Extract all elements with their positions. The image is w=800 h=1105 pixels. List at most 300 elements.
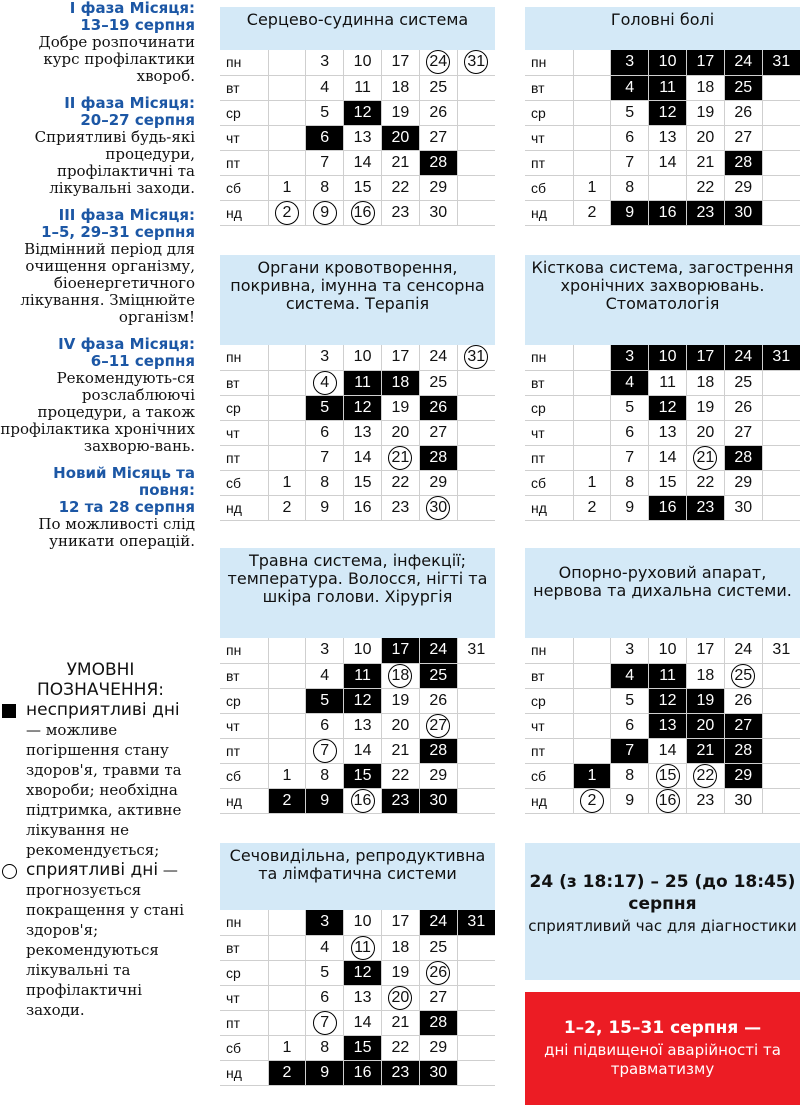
unfavorable-day-cell: 31 bbox=[762, 345, 800, 370]
calendar-row bbox=[220, 495, 495, 520]
calendar-row bbox=[220, 420, 495, 445]
favorable-day-cell bbox=[268, 200, 306, 225]
day-cell: 18 bbox=[686, 663, 724, 688]
empty-cell bbox=[268, 688, 306, 713]
day-cell: 15 bbox=[344, 470, 382, 495]
unfavorable-day-cell: 23 bbox=[381, 788, 419, 813]
unfavorable-day-cell: 4 bbox=[611, 75, 649, 100]
empty-cell bbox=[762, 445, 800, 470]
weekday-label: сб bbox=[220, 470, 268, 495]
day-cell: 17 bbox=[381, 345, 419, 370]
day-cell: 19 bbox=[381, 688, 419, 713]
weekday-label: ср bbox=[525, 395, 573, 420]
calendar-row bbox=[525, 345, 800, 370]
calendar-row bbox=[220, 175, 495, 200]
unfavorable-day-cell: 13 bbox=[649, 713, 687, 738]
unfavorable-day-cell: 19 bbox=[686, 688, 724, 713]
day-cell: 21 bbox=[381, 150, 419, 175]
unfavorable-day-cell: 28 bbox=[724, 738, 762, 763]
phase-title: IV фаза Місяця: bbox=[58, 335, 195, 353]
day-cell: 4 bbox=[306, 935, 344, 960]
weekday-label: нд bbox=[220, 1060, 268, 1085]
day-circle: 24 bbox=[426, 50, 450, 74]
weekday-label: сб bbox=[525, 470, 573, 495]
empty-cell bbox=[762, 150, 800, 175]
empty-cell bbox=[457, 1060, 495, 1085]
unfavorable-day-cell: 23 bbox=[686, 200, 724, 225]
day-cell: 13 bbox=[344, 985, 382, 1010]
panel-title: Кісткова система, загострення хронічних захворювань. Стоматологія bbox=[525, 255, 800, 345]
phase-3 bbox=[0, 207, 195, 326]
phase-text: Рекомендують-ся розслаблюючі процедури, а також профілактика хронічних захворю-вань. bbox=[0, 369, 195, 455]
empty-cell bbox=[457, 75, 495, 100]
legend-title: УМОВНІ ПОЗНАЧЕННЯ: bbox=[37, 660, 164, 700]
phase-dates: 6–11 серпня bbox=[90, 352, 195, 370]
favorable-day-cell bbox=[344, 935, 382, 960]
day-cell: 22 bbox=[381, 1035, 419, 1060]
favorable-day-cell bbox=[306, 738, 344, 763]
empty-cell bbox=[457, 663, 495, 688]
empty-cell bbox=[573, 663, 611, 688]
weekday-label: пт bbox=[525, 738, 573, 763]
empty-cell bbox=[573, 50, 611, 75]
day-cell: 5 bbox=[611, 100, 649, 125]
weekday-label: сб bbox=[525, 763, 573, 788]
day-cell: 22 bbox=[686, 175, 724, 200]
legend-unfavorable-term: несприятливі дні bbox=[26, 700, 180, 720]
day-circle: 16 bbox=[656, 789, 680, 813]
calendar-row bbox=[525, 75, 800, 100]
empty-cell bbox=[573, 75, 611, 100]
day-cell: 26 bbox=[419, 100, 457, 125]
weekday-label: ср bbox=[220, 100, 268, 125]
day-cell: 2 bbox=[573, 495, 611, 520]
phase-2 bbox=[0, 95, 195, 197]
unfavorable-day-cell: 28 bbox=[724, 445, 762, 470]
weekday-label: нд bbox=[220, 200, 268, 225]
day-cell: 17 bbox=[381, 50, 419, 75]
day-cell: 27 bbox=[419, 125, 457, 150]
day-circle: 16 bbox=[351, 201, 375, 225]
calendar-row bbox=[220, 688, 495, 713]
day-circle: 31 bbox=[464, 50, 488, 74]
panel-title: Серцево-судинна система bbox=[220, 7, 495, 50]
calendar-row bbox=[525, 125, 800, 150]
unfavorable-day-cell: 20 bbox=[686, 713, 724, 738]
weekday-label: чт bbox=[525, 420, 573, 445]
weekday-label: пт bbox=[220, 1010, 268, 1035]
empty-cell bbox=[573, 345, 611, 370]
empty-cell bbox=[573, 395, 611, 420]
day-cell: 24 bbox=[419, 345, 457, 370]
day-cell: 11 bbox=[344, 75, 382, 100]
unfavorable-day-cell: 2 bbox=[268, 1060, 306, 1085]
day-cell: 14 bbox=[649, 445, 687, 470]
day-cell: 26 bbox=[724, 395, 762, 420]
day-cell: 23 bbox=[381, 200, 419, 225]
empty-cell bbox=[762, 125, 800, 150]
calendar-row bbox=[525, 470, 800, 495]
calendar-row bbox=[525, 370, 800, 395]
calendar-row bbox=[525, 150, 800, 175]
empty-cell bbox=[268, 713, 306, 738]
phase-title: I фаза Місяця: bbox=[69, 0, 195, 17]
calendar-row bbox=[525, 420, 800, 445]
favorable-day-cell bbox=[686, 763, 724, 788]
day-cell: 18 bbox=[686, 370, 724, 395]
unfavorable-day-cell: 9 bbox=[306, 1060, 344, 1085]
day-cell: 19 bbox=[686, 100, 724, 125]
day-cell: 6 bbox=[306, 985, 344, 1010]
unfavorable-day-cell: 24 bbox=[724, 50, 762, 75]
day-cell: 8 bbox=[306, 470, 344, 495]
calendar-grid bbox=[220, 638, 495, 814]
weekday-label: чт bbox=[220, 985, 268, 1010]
day-cell: 14 bbox=[344, 445, 382, 470]
unfavorable-day-cell: 24 bbox=[724, 345, 762, 370]
day-circle: 4 bbox=[313, 371, 337, 395]
weekday-label: чт bbox=[220, 420, 268, 445]
weekday-label: вт bbox=[220, 663, 268, 688]
unfavorable-day-cell: 5 bbox=[306, 395, 344, 420]
empty-cell bbox=[457, 495, 495, 520]
weekday-label: пн bbox=[525, 638, 573, 663]
day-cell: 19 bbox=[381, 100, 419, 125]
empty-cell bbox=[762, 738, 800, 763]
day-cell: 1 bbox=[268, 470, 306, 495]
weekday-label: вт bbox=[525, 663, 573, 688]
weekday-label: сб bbox=[220, 175, 268, 200]
unfavorable-day-cell: 12 bbox=[344, 960, 382, 985]
favorable-day-cell bbox=[419, 495, 457, 520]
weekday-label: сб bbox=[525, 175, 573, 200]
day-cell: 25 bbox=[419, 75, 457, 100]
accident-alert-box bbox=[525, 992, 800, 1105]
empty-cell bbox=[762, 713, 800, 738]
day-cell: 5 bbox=[306, 100, 344, 125]
empty-cell bbox=[457, 175, 495, 200]
calendar-row bbox=[220, 370, 495, 395]
day-cell: 6 bbox=[306, 420, 344, 445]
calendar-row bbox=[525, 738, 800, 763]
day-cell: 6 bbox=[611, 420, 649, 445]
unfavorable-day-cell: 17 bbox=[686, 50, 724, 75]
phase-text: Сприятливі будь-які процедури, профілактичні та лікувальні заходи. bbox=[34, 128, 195, 197]
calendar-row bbox=[220, 663, 495, 688]
day-cell: 10 bbox=[649, 638, 687, 663]
empty-cell bbox=[268, 985, 306, 1010]
unfavorable-day-cell: 12 bbox=[344, 688, 382, 713]
favorable-day-cell bbox=[381, 985, 419, 1010]
day-cell: 1 bbox=[573, 175, 611, 200]
day-circle: 20 bbox=[388, 986, 412, 1010]
day-cell: 11 bbox=[649, 370, 687, 395]
favorable-day-cell bbox=[573, 788, 611, 813]
unfavorable-day-cell: 20 bbox=[381, 125, 419, 150]
unfavorable-day-cell: 30 bbox=[419, 1060, 457, 1085]
weekday-label: пт bbox=[220, 445, 268, 470]
unfavorable-day-cell: 30 bbox=[724, 200, 762, 225]
day-cell: 14 bbox=[344, 1010, 382, 1035]
unfavorable-day-cell: 28 bbox=[724, 150, 762, 175]
panel-title: Опорно-руховий апарат, нервова та дихальна системи. bbox=[525, 548, 800, 638]
calendar-row bbox=[525, 788, 800, 813]
empty-cell bbox=[268, 960, 306, 985]
day-cell: 1 bbox=[573, 470, 611, 495]
calendar-row bbox=[220, 75, 495, 100]
calendar-panel-musculoskeletal bbox=[525, 548, 800, 814]
unfavorable-day-cell: 27 bbox=[724, 713, 762, 738]
calendar-row bbox=[220, 50, 495, 75]
phase-4 bbox=[0, 336, 195, 455]
day-cell: 22 bbox=[381, 763, 419, 788]
weekday-label: ср bbox=[220, 960, 268, 985]
empty-cell bbox=[457, 395, 495, 420]
favorable-day-cell bbox=[649, 788, 687, 813]
empty-cell bbox=[457, 985, 495, 1010]
unfavorable-day-cell: 12 bbox=[649, 100, 687, 125]
weekday-label: чт bbox=[525, 125, 573, 150]
unfavorable-day-cell: 26 bbox=[419, 395, 457, 420]
phase-dates: 1–5, 29–31 серпня bbox=[41, 223, 195, 241]
day-cell: 25 bbox=[419, 370, 457, 395]
day-cell: 10 bbox=[344, 910, 382, 935]
weekday-label: пн bbox=[220, 910, 268, 935]
day-cell: 23 bbox=[686, 788, 724, 813]
unfavorable-day-cell: 17 bbox=[686, 345, 724, 370]
day-circle: 2 bbox=[580, 789, 604, 813]
empty-cell bbox=[268, 638, 306, 663]
unfavorable-day-cell: 25 bbox=[724, 75, 762, 100]
unfavorable-day-cell: 1 bbox=[573, 763, 611, 788]
calendar-panel-hematopoiesis bbox=[220, 255, 495, 521]
day-cell: 29 bbox=[419, 175, 457, 200]
day-cell: 25 bbox=[724, 370, 762, 395]
day-cell: 8 bbox=[306, 763, 344, 788]
day-circle: 16 bbox=[351, 789, 375, 813]
day-cell: 22 bbox=[381, 470, 419, 495]
empty-cell bbox=[762, 395, 800, 420]
weekday-label: чт bbox=[220, 713, 268, 738]
day-cell: 17 bbox=[686, 638, 724, 663]
day-cell: 29 bbox=[419, 763, 457, 788]
calendar-row bbox=[220, 395, 495, 420]
day-circle: 2 bbox=[275, 201, 299, 225]
day-cell: 7 bbox=[611, 445, 649, 470]
unfavorable-day-cell: 28 bbox=[419, 1010, 457, 1035]
day-cell: 20 bbox=[381, 713, 419, 738]
favorable-day-cell bbox=[419, 960, 457, 985]
day-cell: 21 bbox=[686, 150, 724, 175]
day-cell: 19 bbox=[686, 395, 724, 420]
unfavorable-day-cell: 25 bbox=[419, 663, 457, 688]
day-circle: 31 bbox=[464, 345, 488, 369]
day-cell: 22 bbox=[686, 470, 724, 495]
weekday-label: чт bbox=[220, 125, 268, 150]
weekday-label: чт bbox=[525, 713, 573, 738]
calendar-row bbox=[220, 200, 495, 225]
empty-cell bbox=[268, 150, 306, 175]
unfavorable-day-cell: 9 bbox=[306, 788, 344, 813]
favorable-day-cell bbox=[419, 50, 457, 75]
day-cell: 29 bbox=[724, 470, 762, 495]
calendar-row bbox=[220, 960, 495, 985]
day-cell: 26 bbox=[419, 688, 457, 713]
favorable-day-cell bbox=[419, 713, 457, 738]
legend bbox=[0, 660, 195, 1020]
empty-cell bbox=[268, 50, 306, 75]
day-cell: 30 bbox=[724, 495, 762, 520]
day-cell: 26 bbox=[724, 688, 762, 713]
weekday-label: вт bbox=[220, 935, 268, 960]
unfavorable-day-cell: 12 bbox=[344, 395, 382, 420]
empty-cell bbox=[457, 445, 495, 470]
day-cell: 18 bbox=[381, 75, 419, 100]
empty-cell bbox=[573, 688, 611, 713]
unfavorable-day-cell: 15 bbox=[344, 1035, 382, 1060]
day-cell: 7 bbox=[611, 150, 649, 175]
weekday-label: пт bbox=[525, 150, 573, 175]
empty-cell bbox=[762, 75, 800, 100]
day-cell: 3 bbox=[611, 638, 649, 663]
calendar-row bbox=[525, 50, 800, 75]
unfavorable-day-cell: 6 bbox=[306, 125, 344, 150]
day-cell: 13 bbox=[649, 125, 687, 150]
day-cell: 30 bbox=[724, 788, 762, 813]
unfavorable-day-cell: 15 bbox=[344, 763, 382, 788]
calendar-row bbox=[525, 100, 800, 125]
empty-cell bbox=[268, 75, 306, 100]
calendar-row bbox=[525, 713, 800, 738]
calendar-row bbox=[220, 788, 495, 813]
weekday-label: ср bbox=[220, 688, 268, 713]
calendar-grid bbox=[220, 345, 495, 521]
day-cell: 20 bbox=[381, 420, 419, 445]
day-cell: 13 bbox=[344, 125, 382, 150]
empty-cell bbox=[573, 125, 611, 150]
favorable-day-cell bbox=[306, 200, 344, 225]
day-cell: 8 bbox=[611, 175, 649, 200]
empty-cell bbox=[762, 175, 800, 200]
day-cell: 13 bbox=[344, 420, 382, 445]
legend-favorable-desc: — прогнозується покращення у стані здоров'я; рекомендуються лікувальні та профілактичні заходи. bbox=[26, 861, 185, 1019]
phase-title: III фаза Місяця: bbox=[58, 206, 195, 224]
unfavorable-day-cell: 5 bbox=[306, 688, 344, 713]
empty-cell bbox=[762, 100, 800, 125]
calendar-row bbox=[525, 495, 800, 520]
empty-cell bbox=[762, 688, 800, 713]
empty-cell bbox=[762, 420, 800, 445]
phase-text: Добре розпочинати курс профілактики хвороб. bbox=[38, 33, 195, 85]
favorable-day-cell bbox=[344, 200, 382, 225]
phase-dates: 13–19 серпня bbox=[80, 16, 195, 34]
empty-cell bbox=[573, 150, 611, 175]
unfavorable-day-cell: 4 bbox=[611, 370, 649, 395]
unfavorable-day-cell: 18 bbox=[381, 370, 419, 395]
unfavorable-day-cell: 3 bbox=[611, 50, 649, 75]
day-cell: 7 bbox=[306, 150, 344, 175]
day-cell: 1 bbox=[268, 1035, 306, 1060]
unfavorable-day-cell: 7 bbox=[611, 738, 649, 763]
calendar-row bbox=[220, 763, 495, 788]
unfavorable-day-cell: 21 bbox=[686, 738, 724, 763]
empty-cell bbox=[457, 688, 495, 713]
unfavorable-day-cell: 16 bbox=[649, 200, 687, 225]
calendar-row bbox=[220, 638, 495, 663]
unfavorable-day-cell: 29 bbox=[724, 763, 762, 788]
favorable-day-cell bbox=[381, 445, 419, 470]
legend-unfavorable bbox=[0, 700, 195, 860]
weekday-label: ср bbox=[525, 100, 573, 125]
day-cell: 29 bbox=[724, 175, 762, 200]
calendar-grid bbox=[525, 50, 800, 226]
empty-cell bbox=[268, 370, 306, 395]
empty-cell bbox=[268, 100, 306, 125]
weekday-label: нд bbox=[525, 200, 573, 225]
weekday-label: вт bbox=[525, 370, 573, 395]
weekday-label: вт bbox=[525, 75, 573, 100]
day-cell: 7 bbox=[306, 445, 344, 470]
unfavorable-day-cell: 24 bbox=[419, 638, 457, 663]
empty-cell bbox=[457, 470, 495, 495]
favorable-day-cell bbox=[457, 345, 495, 370]
unfavorable-day-cell: 12 bbox=[649, 688, 687, 713]
day-cell: 8 bbox=[611, 763, 649, 788]
weekday-label: пн bbox=[220, 345, 268, 370]
day-circle: 7 bbox=[313, 1011, 337, 1035]
empty-cell bbox=[457, 935, 495, 960]
weekday-label: пт bbox=[525, 445, 573, 470]
unfavorable-day-cell: 3 bbox=[611, 345, 649, 370]
legend-favorable-term: сприятливі дні bbox=[26, 860, 159, 880]
day-cell: 14 bbox=[344, 150, 382, 175]
calendar-grid bbox=[525, 638, 800, 814]
calendar-row bbox=[525, 688, 800, 713]
phase-new-full-moon bbox=[0, 465, 195, 550]
empty-cell bbox=[457, 763, 495, 788]
phase-text: Відмінний період для очищення організму, біоенергетичного лікування. Зміцнюйте організм! bbox=[20, 240, 195, 326]
day-cell: 3 bbox=[306, 50, 344, 75]
unfavorable-day-cell: 16 bbox=[344, 1060, 382, 1085]
calendar-panel-urinary bbox=[220, 843, 495, 1086]
unfavorable-day-cell: 28 bbox=[419, 738, 457, 763]
day-cell: 1 bbox=[268, 763, 306, 788]
empty-cell bbox=[268, 935, 306, 960]
unfavorable-day-cell: 31 bbox=[762, 50, 800, 75]
day-circle: 21 bbox=[388, 446, 412, 470]
day-circle: 30 bbox=[426, 496, 450, 520]
day-cell: 8 bbox=[306, 175, 344, 200]
calendar-row bbox=[220, 445, 495, 470]
weekday-label: ср bbox=[220, 395, 268, 420]
day-cell: 14 bbox=[344, 738, 382, 763]
day-cell: 9 bbox=[306, 495, 344, 520]
calendar-row bbox=[525, 663, 800, 688]
day-circle: 25 bbox=[731, 664, 755, 688]
calendar-grid bbox=[220, 910, 495, 1086]
unfavorable-day-cell: 11 bbox=[649, 663, 687, 688]
empty-cell bbox=[573, 445, 611, 470]
empty-cell bbox=[268, 345, 306, 370]
empty-cell bbox=[457, 1010, 495, 1035]
weekday-label: вт bbox=[220, 370, 268, 395]
weekday-label: пт bbox=[220, 150, 268, 175]
unfavorable-day-cell: 17 bbox=[381, 638, 419, 663]
calendar-row bbox=[220, 1060, 495, 1085]
favorable-day-cell bbox=[724, 663, 762, 688]
phase-1 bbox=[0, 0, 195, 85]
empty-cell bbox=[457, 150, 495, 175]
